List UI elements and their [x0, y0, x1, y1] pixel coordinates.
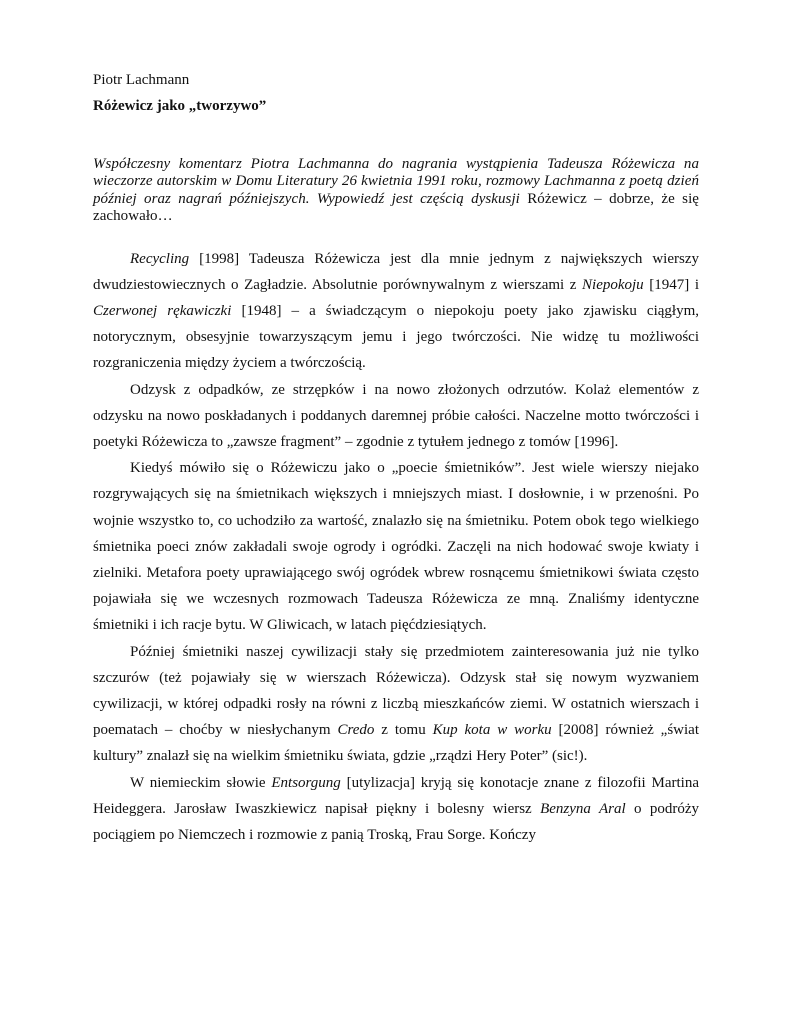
italic-title-text: Niepokoju — [582, 276, 644, 293]
paragraph-text: [1998] Tadeusza Różewicza jest dla mnie jednym z największych wierszy dwudziestowiecznych o Zagładzie. Absolutnie porównywalnym z wierszami z — [93, 250, 699, 293]
paragraph-text: W niemieckim słowie — [130, 774, 272, 791]
paragraph-text: [utylizacja] kryją się konotacje znane z filozofii Martina Heideggera. Jarosław Iwaszkiewicz napisał piękny i bolesny wiersz — [93, 774, 699, 817]
lead-italic-text: Współczesny komentarz Piotra Lachmanna do nagrania wystąpienia Tadeusza Różewicza na wieczorze autorskim w Domu Literatury 26 kwietnia 1991 roku, rozmowy Lachmanna z poetą dzień później oraz nagrań późniejszych. Wypowiedź jest częścią dyskusji — [93, 156, 699, 207]
paragraph-text: Później śmietniki naszej cywilizacji stały się przedmiotem zainteresowania już nie tylko szczurów (też pojawiały się w wierszach Różewicza). Odzysk stał się nowym wyzwaniem cywilizacji, w której odpadki rosły na równi z liczbą mieszkańców ziemi. W ostatnich wierszach i poematach – choćby w niesłychanym — [93, 643, 699, 739]
body-paragraph — [93, 377, 699, 456]
paragraph-text: o podróży pociągiem po Niemczech i rozmowie z panią Troską, Frau Sorge. Kończy — [93, 800, 699, 844]
paragraph-text: [1947] i — [643, 276, 699, 293]
italic-title-text: Recycling — [130, 250, 190, 267]
document-title: Różewicz jako „tworzywo” — [93, 98, 267, 114]
paragraph-text: [1948] – a świadczącym o niepokoju poety jako zjawisku ciągłym, notorycznym, obsesyjnie towarzyszącym jemu i jego twórczości. Nie widzę tu możliwości rozgraniczenia między życiem a twórczością. — [93, 303, 699, 372]
italic-title-text: Credo — [337, 722, 375, 739]
body-paragraph — [93, 455, 699, 638]
italic-title-text: Kup kota w worku — [432, 722, 552, 739]
italic-title-text: Entsorgung — [271, 774, 341, 791]
paragraph-text: [2008] również „świat kultury” znalazł się na wielkim śmietniku świata, gdzie „rządzi Hery Poter” (sic!). — [93, 722, 699, 765]
italic-title-text: Benzyna Aral — [540, 800, 626, 817]
article-body — [93, 246, 699, 849]
paragraph-text: Odzysk z odpadków, ze strzępków i na nowo złożonych odrzutów. Kolaż elementów z odzysku na nowo poskładanych i poddanych daremnej próbie całości. Naczelne motto twórczości i poetyki Różewicza to „zawsze fragment” – zgodnie z tytułem jednego z tomów [1996]. — [93, 381, 699, 451]
lead-paragraph — [93, 156, 699, 226]
lead-upright-text: Różewicz – dobrze, że się zachowało… — [93, 190, 699, 225]
paragraph-text: z tomu — [374, 722, 433, 739]
document-page — [93, 70, 699, 848]
italic-title-text: Czerwonej rękawiczki — [93, 303, 232, 320]
author-name: Piotr Lachmann — [93, 72, 190, 88]
body-paragraph — [93, 770, 699, 849]
paragraph-text: Kiedyś mówiło się o Różewiczu jako o „poecie śmietników”. Jest wiele wierszy niejako rozgrywających się na śmietnikach większych i mniejszych miast. I dosłownie, i w przenośni. Po wojnie wszystko to, co uchodziło za wartość, znalazło się na śmietniku. Potem obok tego wielkiego śmietnika poeci znów zakładali swoje ogrody i ogródki. Zaczęli na nich hodować swoje kwiaty i zielniki. Metafora poety uprawiającego swój ogródek wbrew rosnącemu śmietnikowi świata często pojawiała się we wczesnych rozmowach Tadeusza Różewicza ze mną. Znaliśmy identyczne śmietniki i ich racje bytu. W Gliwicach, w latach pięćdziesiątych. — [93, 460, 699, 634]
body-paragraph — [93, 639, 699, 770]
body-paragraph — [93, 246, 699, 377]
